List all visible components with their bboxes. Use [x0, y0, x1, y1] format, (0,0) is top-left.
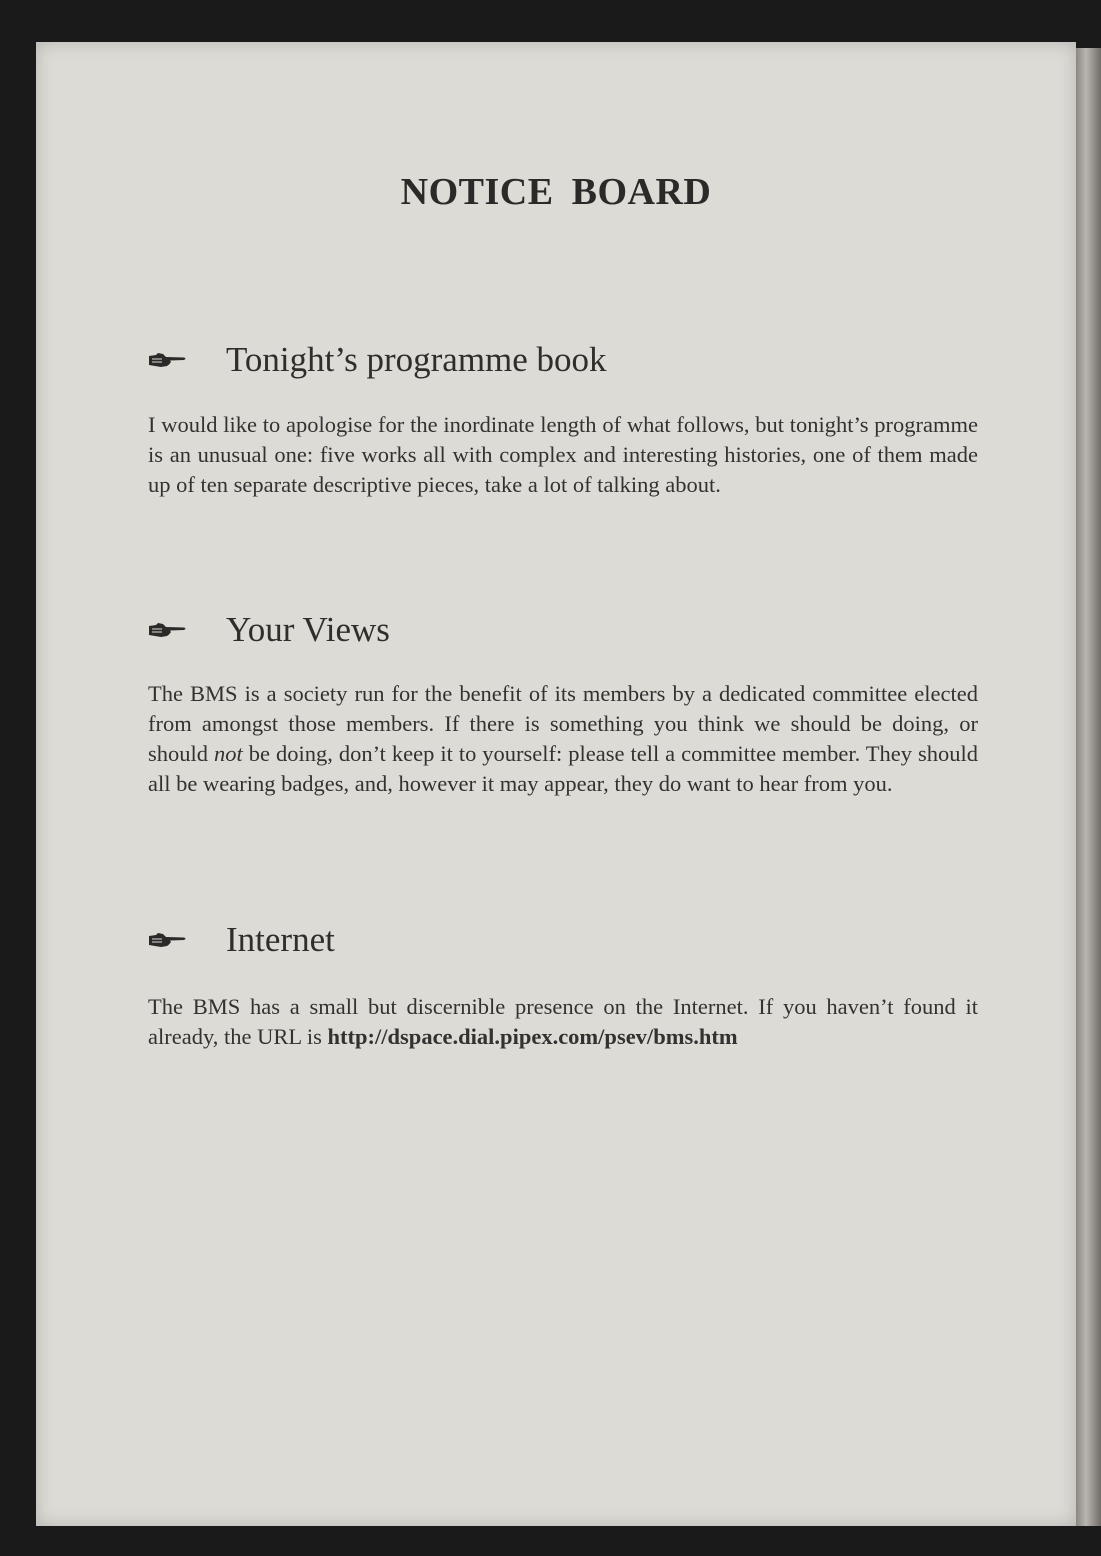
section-heading-programme-book: [148, 340, 607, 380]
pointing-hand-icon: [148, 930, 188, 950]
pointing-hand-icon: [148, 620, 188, 640]
emphasized-word: not: [214, 741, 243, 766]
section-heading-label: Your Views: [226, 610, 390, 649]
section-heading-label: Internet: [226, 920, 335, 959]
section-body-programme-book: I would like to apologise for the inordinate length of what follows, but tonight’s programme is an unusual one: five works all with complex and interesting histories, one of them made up of ten separate descriptive pieces, take a lot of talking about.: [148, 412, 978, 497]
section-heading-internet: [148, 920, 335, 960]
body-text: The BMS has a small but discernible presence on the Internet. If you haven’t found it already, the URL is: [148, 994, 978, 1049]
pointing-hand-icon: [148, 350, 188, 370]
page-title: NOTICE BOARD: [400, 171, 712, 213]
section-body-internet: [148, 992, 978, 1052]
section-heading-label: Tonight’s programme book: [226, 340, 607, 379]
document-page: [36, 42, 1076, 1526]
section-body-your-views: [148, 679, 978, 799]
body-text: be doing, don’t keep it to yourself: please tell a committee member. They should all be wearing badges, and, however it may appear, they do want to hear from you.: [148, 741, 978, 796]
body-text: The BMS is a society run for the benefit of its members by a dedicated committee elected from amongst those members. If there is something you think we should be doing, or should: [148, 681, 978, 766]
website-url: http://dspace.dial.pipex.com/psev/bms.htm: [327, 1024, 738, 1049]
page-edge: [1076, 48, 1101, 1526]
section-heading-your-views: [148, 610, 390, 650]
